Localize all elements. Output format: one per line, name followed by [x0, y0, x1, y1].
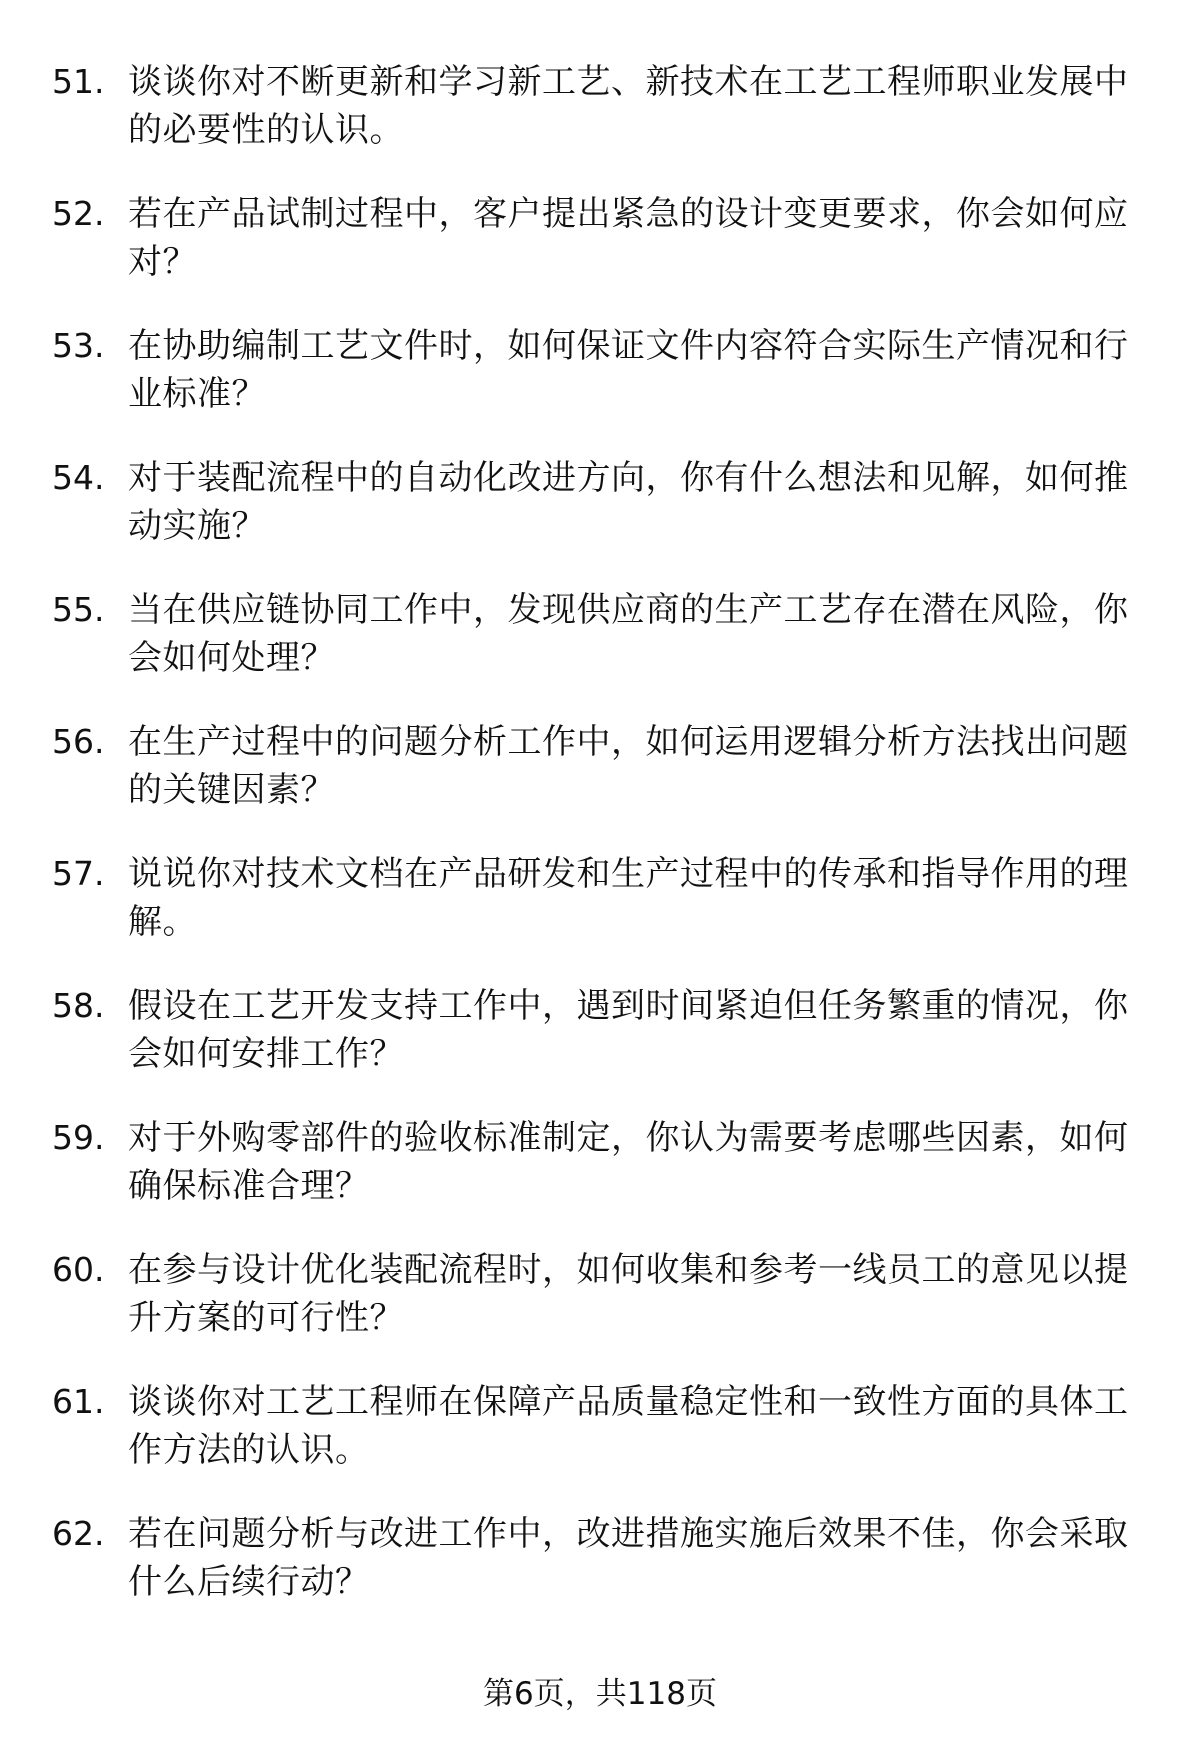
question-item	[52, 586, 1142, 718]
question-item	[52, 982, 1142, 1114]
question-number: 52.	[52, 194, 105, 233]
question-text: 在生产过程中的问题分析工作中，如何运用逻辑分析方法找出问题的关键因素？	[128, 722, 1129, 810]
question-text: 在参与设计优化装配流程时，如何收集和参考一线员工的意见以提升方案的可行性？	[128, 1250, 1129, 1338]
question-number: 53.	[52, 326, 105, 365]
question-item	[52, 850, 1142, 982]
question-text: 对于装配流程中的自动化改进方向，你有什么想法和见解，如何推动实施？	[128, 458, 1129, 546]
question-number: 56.	[52, 722, 105, 761]
question-text: 对于外购零部件的验收标准制定，你认为需要考虑哪些因素，如何确保标准合理？	[128, 1118, 1129, 1206]
page-footer: 第6页，共118页	[483, 1676, 717, 1712]
question-item	[52, 1246, 1142, 1378]
question-item	[52, 1378, 1142, 1510]
question-item	[52, 322, 1142, 454]
question-item	[52, 58, 1142, 190]
question-number: 54.	[52, 458, 105, 497]
question-number: 61.	[52, 1382, 105, 1421]
question-item	[52, 190, 1142, 322]
question-text: 在协助编制工艺文件时，如何保证文件内容符合实际生产情况和行业标准？	[128, 326, 1129, 414]
question-text: 谈谈你对不断更新和学习新工艺、新技术在工艺工程师职业发展中的必要性的认识。	[128, 62, 1129, 150]
question-number: 59.	[52, 1118, 105, 1157]
question-item	[52, 454, 1142, 586]
question-text: 若在问题分析与改进工作中，改进措施实施后效果不佳，你会采取什么后续行动？	[128, 1514, 1129, 1602]
question-number: 58.	[52, 986, 105, 1025]
question-number: 60.	[52, 1250, 105, 1289]
question-item	[52, 718, 1142, 850]
question-item	[52, 1510, 1142, 1642]
question-number: 51.	[52, 62, 105, 101]
question-number: 62.	[52, 1514, 105, 1553]
question-text: 假设在工艺开发支持工作中，遇到时间紧迫但任务繁重的情况，你会如何安排工作？	[128, 986, 1129, 1074]
question-text: 若在产品试制过程中，客户提出紧急的设计变更要求，你会如何应对？	[128, 194, 1129, 282]
question-item	[52, 1114, 1142, 1246]
question-list	[52, 58, 1142, 1642]
question-text: 说说你对技术文档在产品研发和生产过程中的传承和指导作用的理解。	[128, 854, 1129, 942]
question-text: 谈谈你对工艺工程师在保障产品质量稳定性和一致性方面的具体工作方法的认识。	[128, 1382, 1129, 1470]
question-number: 55.	[52, 590, 105, 629]
question-number: 57.	[52, 854, 105, 893]
question-text: 当在供应链协同工作中，发现供应商的生产工艺存在潜在风险，你会如何处理？	[128, 590, 1129, 678]
